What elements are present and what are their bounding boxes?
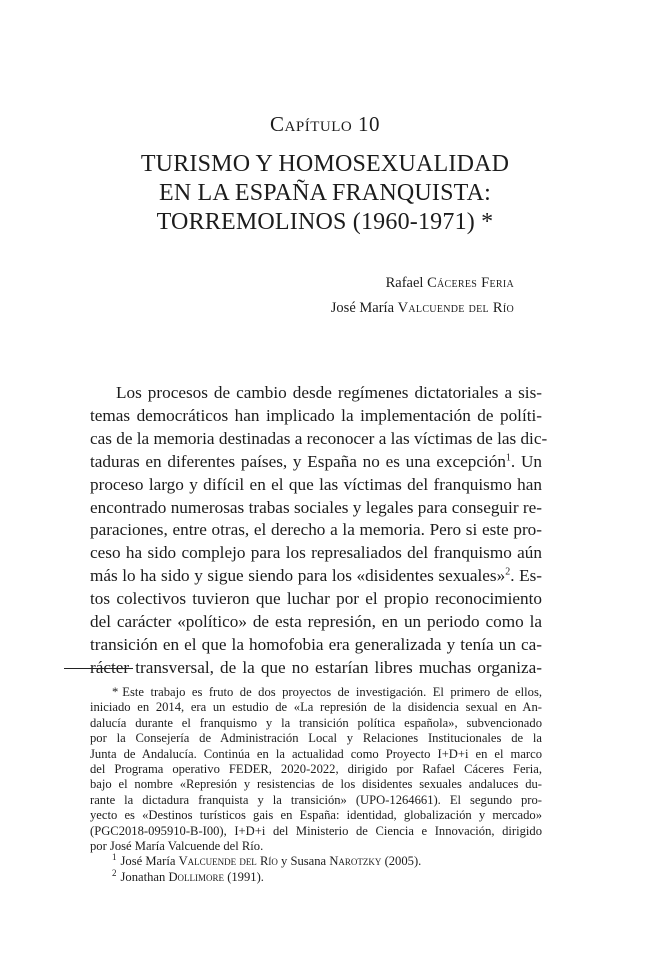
footnote-line: por la Consejería de Administración Local y Relaciones Institucionales de la bbox=[90, 731, 542, 746]
body-line: del carácter «político» de esta represión, en un periodo como la bbox=[90, 612, 542, 632]
body-paragraph bbox=[90, 382, 548, 680]
footnote-line: iniciado en 2014, era un estudio de «La represión de la disidencia sexual en An- bbox=[90, 700, 542, 715]
footnotes bbox=[90, 685, 542, 885]
author-name: José María Valcuende del Río bbox=[330, 300, 514, 316]
chapter-word-rest: apítulo bbox=[284, 112, 353, 136]
body-line: cas de la memoria destinadas a reconocer a las víctimas de las dic- bbox=[90, 428, 548, 448]
title-line: TORREMOLINOS (1960-1971) * bbox=[156, 209, 494, 235]
footnote-ref[interactable]: 2 bbox=[505, 566, 511, 578]
chapter-label bbox=[0, 112, 650, 137]
footnote-marker: 1 bbox=[112, 852, 117, 863]
footnote-1: $^1$ José María Valcuende del Río y Susana Narotzky (2005). bbox=[112, 852, 422, 869]
body-line: más lo ha sido y sigue siendo para los «disidentes sexuales»$^2$. Es- bbox=[90, 566, 542, 586]
footnote-line: del Programa operativo FEDER, 2020-2022, dirigido por Rafael Cáceres Feria, bbox=[90, 762, 542, 777]
footnote-ref[interactable]: 1 bbox=[505, 451, 511, 463]
footnote-marker: * bbox=[112, 685, 119, 699]
chapter-word-initial: C bbox=[270, 112, 285, 136]
author-name: Rafael Cáceres Feria bbox=[385, 275, 514, 291]
body-line: proceso largo y difícil en el que las víctimas del franquismo han bbox=[90, 474, 542, 494]
body-line: taduras en diferentes países, y España no es una excepción$^1$. Un bbox=[90, 451, 542, 471]
footnote-line: dalucía durante el franquismo y la transición política española», subvencionado bbox=[90, 715, 542, 730]
chapter-number: 10 bbox=[357, 112, 380, 136]
footnote-2: $^2$ Jonathan Dollimore (1991). bbox=[112, 867, 264, 884]
footnote-line: bajo el nombre «Represión y resistencias de los disidentes sexuales andaluces du- bbox=[90, 777, 542, 792]
body-line: paraciones, entre otras, el derecho a la memoria. Pero si este pro- bbox=[90, 520, 542, 540]
footnote-marker: 2 bbox=[112, 867, 117, 878]
body-line: temas democráticos han implicado la implementación de políti- bbox=[90, 405, 542, 425]
body-line: ceso ha sido complejo para los represaliados del franquismo aún bbox=[90, 543, 542, 563]
title-footnote-marker[interactable]: * bbox=[481, 209, 494, 235]
footnote-line: Junta de Andalucía. Continúa en la actualidad como Proyecto I+D+i en el marco bbox=[90, 746, 542, 761]
footnote-separator bbox=[64, 668, 133, 669]
body-line: Los procesos de cambio desde regímenes dictatoriales a sis- bbox=[116, 383, 542, 402]
body-line: rácter transversal, de la que no estarían libres muchas organiza- bbox=[90, 657, 542, 677]
chapter-title bbox=[60, 150, 590, 237]
body-line: encontrado numerosas trabas sociales y legales para conseguir re- bbox=[90, 497, 542, 517]
title-line: EN LA ESPAÑA FRANQUISTA: bbox=[158, 180, 492, 206]
footnote-line: rante la dictadura franquista y la transición» (UPO-1264661). El segundo pro- bbox=[90, 792, 542, 807]
footnote-line: (PGC2018-095910-B-I00), I+D+i del Ministerio de Ciencia e Innovación, dirigido bbox=[90, 823, 542, 838]
body-line: transición en el que la homofobia era generalizada y tenía un ca- bbox=[90, 634, 542, 654]
footnote-line: por José María Valcuende del Río. bbox=[90, 839, 264, 854]
body-line: tos colectivos tuvieron que luchar por el propio reconocimiento bbox=[90, 589, 542, 609]
footnote-line: yecto es «Destinos turísticos gais en España: identidad, globalización y mercado» bbox=[90, 808, 542, 823]
title-line: TURISMO Y HOMOSEXUALIDAD bbox=[140, 151, 510, 177]
footnote-line: * Este trabajo es fruto de dos proyectos de investigación. El primero de ellos, bbox=[112, 685, 542, 699]
